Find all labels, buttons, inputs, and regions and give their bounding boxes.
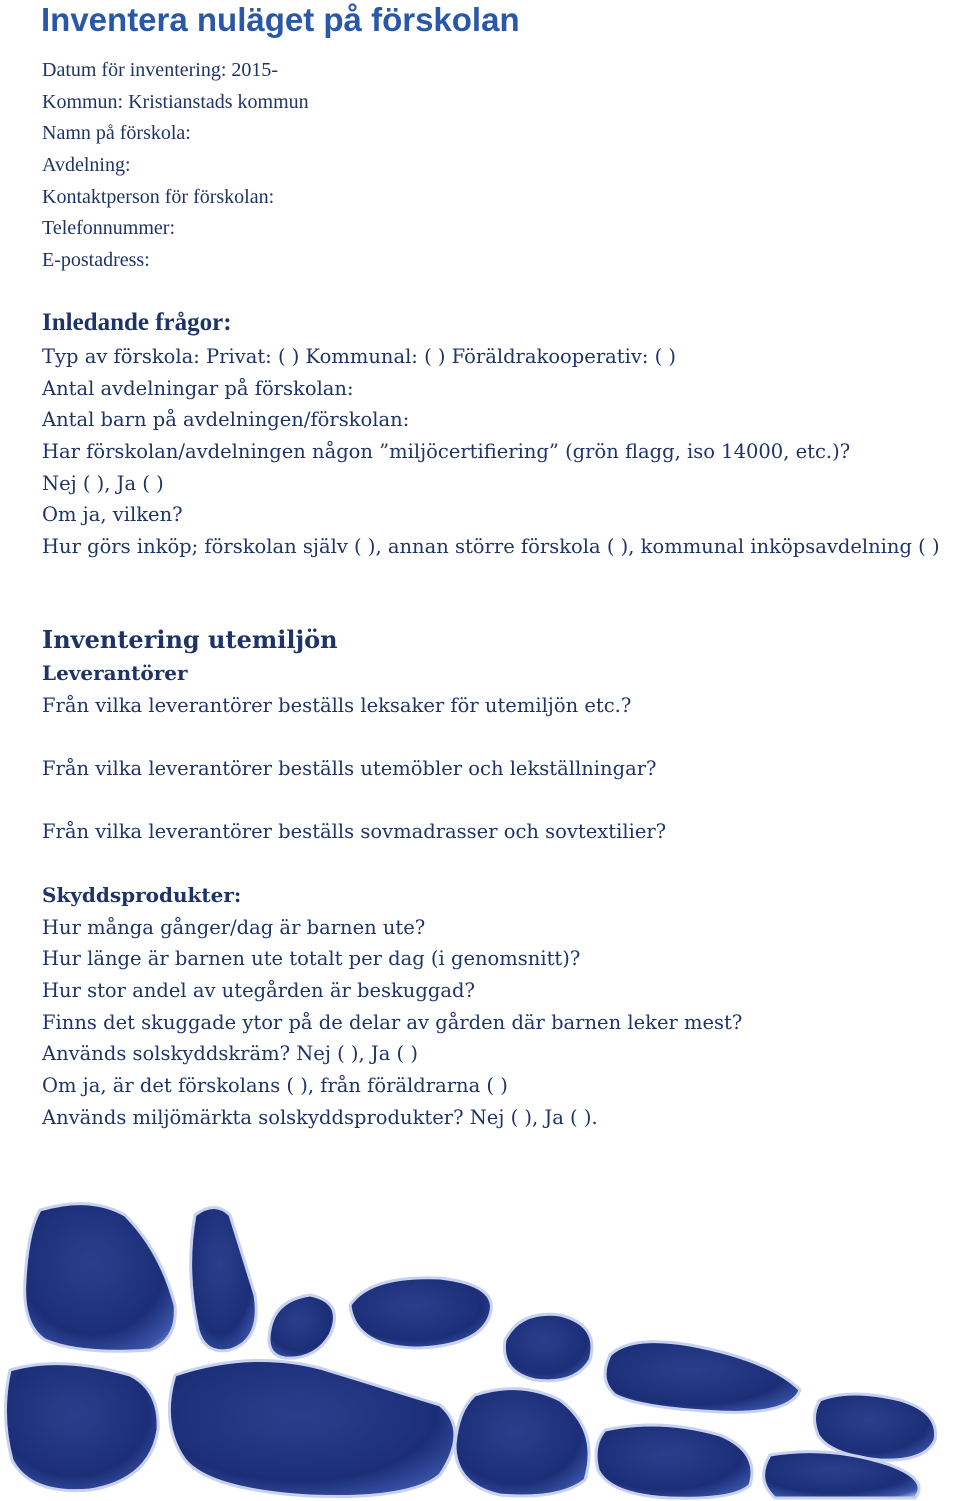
question-textile-suppliers: Från vilka leverantörer beställs sovmadrasser och sovtextilier? [42,820,667,844]
protection-heading: Skyddsprodukter: [42,882,242,907]
pebble-shape [169,1360,455,1496]
intro-heading: Inledande frågor: [42,309,232,336]
pebble-shape [5,1364,158,1491]
question-preschool-type: Typ av förskola: Privat: ( ) Kommunal: ( ) Föräldrakooperativ: ( ) [42,345,677,368]
phone-field: Telefonnummer: [42,217,175,240]
pebble-shape [25,1204,176,1352]
question-department-count: Antal avdelningar på förskolan: [42,376,354,400]
question-shaded-play-areas: Finns det skuggade ytor på de delar av gården där barnen leker mest? [42,1010,743,1034]
outdoor-heading: Inventering utemiljön [42,625,338,654]
question-time-outside: Hur länge är barnen ute totalt per dag (i genomsnitt)? [42,947,581,971]
pebble-shape [191,1208,257,1351]
question-eco-sunscreen: Används miljömärkta solskyddsprodukter? Nej ( ), Ja ( ). [42,1105,598,1129]
pebble-shape [455,1389,589,1496]
question-purchasing: Hur görs inköp; förskolan själv ( ), annan större förskola ( ), kommunal inköpsavdelning ( ) [42,535,940,559]
preschool-name-field: Namn på förskola: [42,122,191,145]
department-field: Avdelning: [42,154,131,177]
suppliers-heading: Leverantörer [42,661,188,685]
date-field: Datum för inventering: 2015- [42,59,279,81]
spacer [42,721,960,753]
spacer [42,785,960,817]
municipality-field: Kommun: Kristianstads kommun [42,90,309,113]
question-shaded-share: Hur stor andel av utegården är beskuggad? [42,978,475,1002]
intro-section [42,305,960,563]
email-field: E-postadress: [42,249,150,272]
pebble-shape [596,1425,752,1498]
question-furniture-suppliers: Från vilka leverantörer beställs utemöbler och lekställningar? [42,757,657,781]
pebble-shape [504,1314,592,1381]
answer-certification: Nej ( ), Ja ( ) [42,471,164,495]
question-times-outside: Hur många gånger/dag är barnen ute? [42,915,426,939]
pebble-shape [605,1342,800,1413]
question-child-count: Antal barn på avdelningen/förskolan: [42,408,410,432]
outdoor-section [42,622,960,1133]
contact-field: Kontaktperson för förskolan: [42,185,275,208]
question-which-certification: Om ja, vilken? [42,503,183,527]
pebble-decoration [0,1190,960,1501]
question-sunscreen-source: Om ja, är det förskolans ( ), från föräldrarna ( ) [42,1073,508,1097]
spacer [42,848,960,880]
question-toy-suppliers: Från vilka leverantörer beställs leksaker för utemiljön etc.? [42,693,632,717]
info-section [42,55,960,277]
question-sunscreen: Används solskyddskräm? Nej ( ), Ja ( ) [42,1042,418,1066]
pebble-shape [814,1394,935,1460]
pebble-shape [350,1278,491,1348]
page-title: Inventera nuläget på förskolan [41,1,520,38]
question-certification: Har förskolan/avdelningen någon ”miljöcertifiering” (grön flagg, iso 14000, etc.)? [42,440,851,464]
pebble-shape [269,1295,335,1358]
